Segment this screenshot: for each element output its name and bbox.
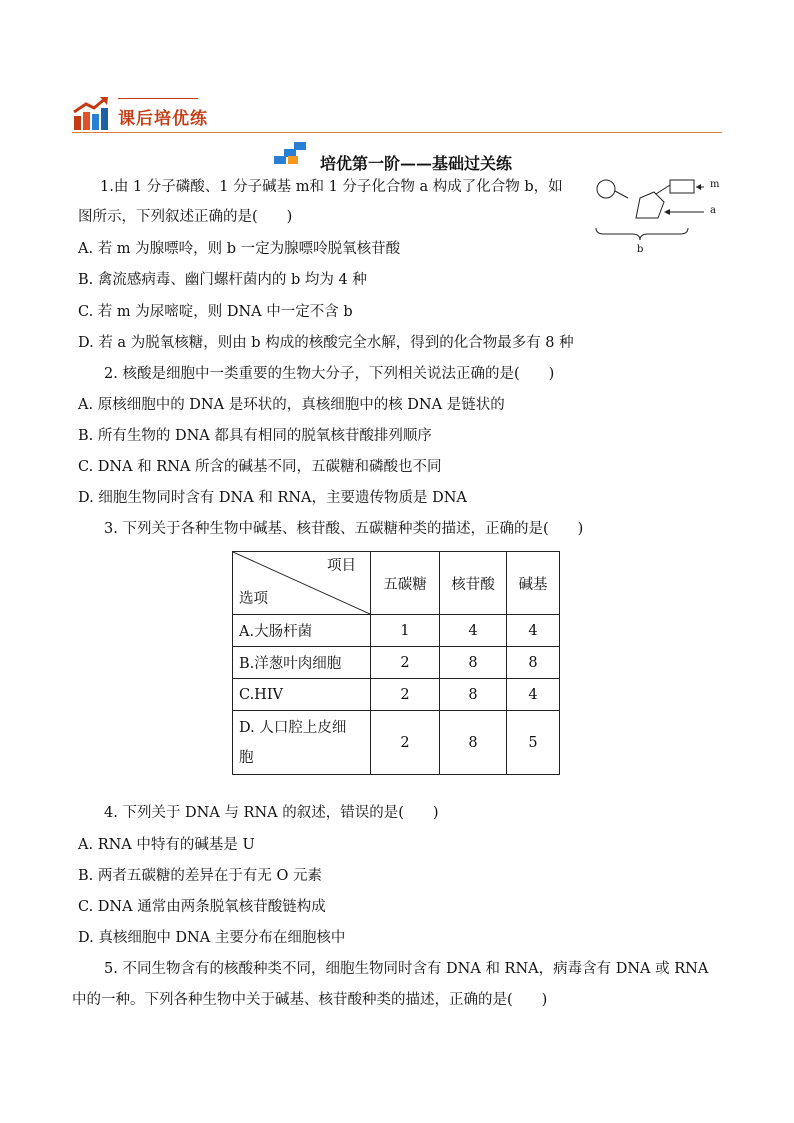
table-row: [233, 679, 560, 711]
table-row: [233, 647, 560, 679]
table-cell: 4: [440, 615, 507, 647]
q3-table: [232, 551, 560, 775]
table-row-label-line: 胞: [239, 749, 254, 766]
table-row-label: [233, 711, 371, 775]
page-header-title: 课后培优练: [118, 109, 208, 129]
table-cell: 5: [507, 711, 560, 775]
table-cell: 2: [371, 647, 440, 679]
q1-stem-line-2: 图所示，下列叙述正确的是( ): [78, 209, 293, 225]
bar-chart-growth-icon: [72, 96, 112, 132]
table-row-label: B.洋葱叶肉细胞: [233, 647, 371, 679]
q1-stem-line-1: 1.由 1 分子磷酸、1 分子碱基 m和 1 分子化合物 a 构成了化合物 b，如: [100, 179, 563, 195]
header-line-short: [118, 98, 198, 99]
q2-option-c: C. DNA 和 RNA 所含的碱基不同，五碳糖和磷酸也不同: [78, 459, 442, 475]
diagram-label-m: m: [710, 179, 720, 190]
table-corner-cell: [233, 552, 371, 615]
q2-option-d: D. 细胞生物同时含有 DNA 和 RNA，主要遗传物质是 DNA: [78, 490, 467, 506]
table-cell: 4: [507, 679, 560, 711]
table-cell: 8: [440, 647, 507, 679]
table-header-cell: 核苷酸: [440, 552, 507, 615]
table-header-cell: 五碳糖: [371, 552, 440, 615]
table-cell: 1: [371, 615, 440, 647]
table-header-cell: 碱基: [507, 552, 560, 615]
q2-stem: 2. 核酸是细胞中一类重要的生物大分子，下列相关说法正确的是( ): [104, 366, 555, 382]
q4-stem: 4. 下列关于 DNA 与 RNA 的叙述，错误的是( ): [104, 805, 439, 821]
header-logo: [72, 96, 112, 132]
header-divider: [72, 132, 722, 133]
table-row: [233, 711, 560, 775]
table-row-label: A.大肠杆菌: [233, 615, 371, 647]
table-corner-bottom: 选项: [239, 591, 268, 607]
table-row-label-line: D. 人口腔上皮细: [239, 719, 347, 736]
section-title: 培优第一阶——基础过关练: [319, 154, 512, 173]
table-cell: 4: [507, 615, 560, 647]
q1-option-d: D. 若 a 为脱氧核糖，则由 b 构成的核酸完全水解，得到的化合物最多有 8 种: [78, 335, 574, 351]
table-cell: 2: [371, 711, 440, 775]
q1-option-b: B. 禽流感病毒、幽门螺杆菌内的 b 均为 4 种: [78, 272, 367, 288]
q4-option-c: C. DNA 通常由两条脱氧核苷酸链构成: [78, 899, 326, 915]
table-cell: 2: [371, 679, 440, 711]
nucleotide-diagram: [592, 172, 732, 258]
q2-option-a: A. 原核细胞中的 DNA 是环状的，真核细胞中的核 DNA 是链状的: [78, 397, 505, 413]
q1-option-c: C. 若 m 为尿嘧啶，则 DNA 中一定不含 b: [78, 304, 353, 320]
table-row-label: C.HIV: [233, 679, 371, 711]
diagram-label-a: a: [710, 205, 716, 216]
q2-option-b: B. 所有生物的 DNA 都具有相同的脱氧核苷酸排列顺序: [78, 428, 432, 444]
q5-stem-line-2: 中的一种。下列各种生物中关于碱基、核苷酸种类的描述，正确的是( ): [72, 992, 548, 1008]
table-cell: 8: [507, 647, 560, 679]
table-cell: 8: [440, 679, 507, 711]
q4-option-b: B. 两者五碳糖的差异在于有无 O 元素: [78, 868, 322, 884]
table-corner-top: 项目: [327, 558, 356, 574]
q3-stem: 3. 下列关于各种生物中碱基、核苷酸、五碳糖种类的描述，正确的是( ): [104, 521, 584, 537]
q5-stem-line-1: 5. 不同生物含有的核酸种类不同，细胞生物同时含有 DNA 和 RNA，病毒含有 DNA 或 RNA: [104, 961, 709, 977]
q1-option-a: A. 若 m 为腺嘌呤，则 b 一定为腺嘌呤脱氧核苷酸: [78, 241, 401, 257]
q4-option-a: A. RNA 中特有的碱基是 U: [78, 837, 255, 853]
diagram-label-b: b: [637, 244, 644, 255]
table-cell: 8: [440, 711, 507, 775]
table-row: [233, 615, 560, 647]
q4-option-d: D. 真核细胞中 DNA 主要分布在细胞核中: [78, 930, 346, 946]
